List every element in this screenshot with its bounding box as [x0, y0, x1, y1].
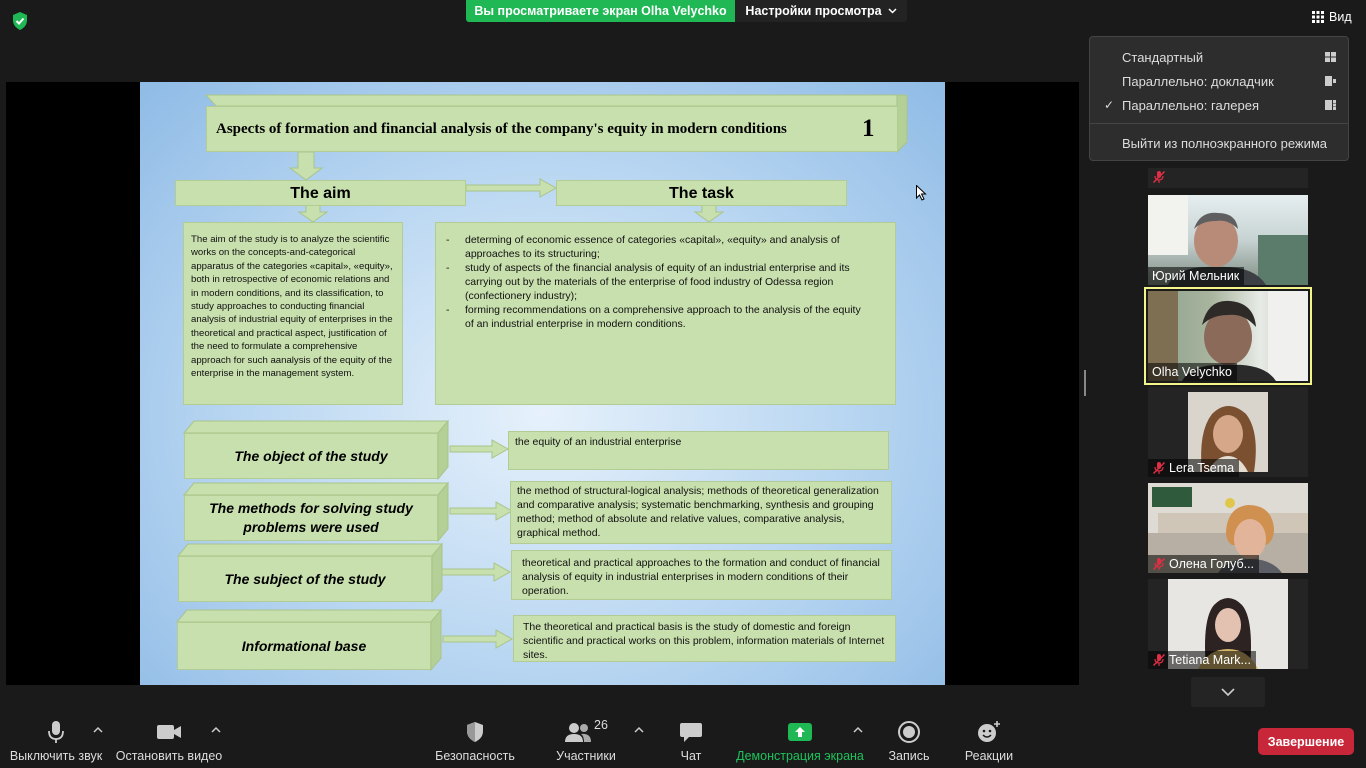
screen-share-banner — [466, 0, 735, 22]
task-item: - forming recommendations on a comprehensive approach to the analysis of the equity of an industrial enterprise in modern conditions. — [446, 303, 871, 331]
view-settings-button[interactable] — [735, 0, 907, 22]
meeting-toolbar — [0, 712, 1366, 768]
informational-base-text: The theoretical and practical basis is the study of domestic and foreign scientific and practical works on this problem, information materials of Internet sites. — [513, 615, 896, 662]
slide-title-box — [206, 106, 898, 152]
exit-fullscreen-label: Выйти из полноэкранного режима — [1122, 135, 1328, 151]
tasks-box — [435, 222, 896, 405]
slide-number: 1 — [862, 115, 875, 142]
chat-button[interactable] — [672, 712, 710, 768]
aim-text-box — [183, 222, 403, 405]
view-menu-item-label: Параллельно: докладчик — [1122, 73, 1274, 89]
participant-name-tag — [1148, 459, 1239, 477]
object-text: the equity of an industrial enterprise — [508, 431, 889, 470]
participant-tile-active[interactable] — [1148, 291, 1308, 381]
view-menu-item-side-speaker[interactable] — [1090, 69, 1348, 93]
scroll-down-button[interactable] — [1191, 677, 1265, 707]
methods-label: The methods for solving study problems were used — [184, 495, 438, 541]
participant-tile[interactable] — [1148, 483, 1308, 573]
view-button[interactable] — [1312, 10, 1352, 24]
participant-name-tag — [1148, 651, 1256, 669]
view-menu — [1089, 36, 1349, 161]
view-menu-item-side-gallery[interactable] — [1090, 93, 1348, 117]
muted-mic-icon — [1152, 653, 1166, 667]
view-settings-label: Настройки просмотра — [745, 4, 882, 18]
smiley-icon — [976, 720, 1002, 744]
participants-icon — [564, 720, 592, 744]
participants-button[interactable] — [556, 712, 616, 768]
object-label: The object of the study — [184, 433, 438, 479]
participant-name-tag — [1148, 555, 1259, 573]
share-screen-label: Демонстрация экрана — [736, 749, 864, 763]
chat-bubble-icon — [679, 720, 703, 744]
view-menu-item-label: Стандартный — [1122, 49, 1204, 65]
participant-name: Tetiana Mark... — [1169, 653, 1251, 667]
exit-fullscreen-item[interactable] — [1090, 131, 1348, 155]
check-mark-icon: ✓ — [1104, 98, 1115, 112]
reactions-label: Реакции — [964, 749, 1014, 763]
audio-options-caret-icon[interactable] — [93, 726, 103, 734]
subject-label: The subject of the study — [178, 556, 432, 602]
tasks-list — [446, 233, 871, 331]
muted-mic-icon — [1152, 170, 1166, 184]
participants-icon-wrap — [564, 720, 608, 744]
end-meeting-button[interactable] — [1258, 728, 1354, 755]
task-item: - determing of economic essence of categories «capital», «equity» and analysis of approaches to its structuring; — [446, 233, 871, 261]
side-speaker-icon — [1325, 76, 1336, 86]
panel-resize-handle[interactable] — [1084, 370, 1086, 396]
share-screen-icon — [787, 720, 813, 744]
mute-label: Выключить звук — [9, 749, 103, 763]
record-button[interactable] — [886, 712, 932, 768]
view-menu-item-label: Параллельно: галерея — [1122, 97, 1259, 113]
grid-layout-icon — [1325, 52, 1336, 62]
video-camera-icon — [156, 720, 182, 744]
presentation-slide — [140, 82, 945, 685]
share-screen-button[interactable] — [738, 712, 862, 768]
participant-name: Олена Голуб... — [1169, 557, 1255, 571]
participant-tile[interactable] — [1148, 387, 1308, 477]
video-options-caret-icon[interactable] — [211, 726, 221, 734]
stop-video-label: Остановить видео — [115, 749, 223, 763]
security-label: Безопасность — [435, 749, 515, 763]
participants-options-caret-icon[interactable] — [634, 726, 644, 734]
participant-name-tag — [1148, 267, 1244, 285]
chevron-down-icon — [888, 8, 897, 14]
task-header: The task — [556, 180, 847, 206]
informational-base-label: Informational base — [177, 622, 431, 670]
screen-share-banner-text: Вы просматриваете экран Olha Velychko — [474, 4, 727, 18]
view-menu-item-standard[interactable] — [1090, 45, 1348, 69]
mouse-cursor-icon — [916, 185, 927, 201]
security-button[interactable] — [437, 712, 513, 768]
participant-name: Юрий Мельник — [1152, 269, 1240, 283]
subject-text: theoretical and practical approaches to the formation and conduct of financial analysis of equity in industrial enterprises in modern conditions of their operation. — [511, 550, 892, 600]
encryption-shield-icon[interactable] — [10, 11, 30, 31]
end-meeting-label: Завершение — [1267, 734, 1345, 749]
participants-label: Участники — [556, 749, 616, 763]
chevron-down-icon — [1221, 688, 1235, 696]
mute-button[interactable] — [10, 712, 102, 768]
grid-icon — [1312, 11, 1324, 23]
participant-name: Olha Velychko — [1152, 365, 1232, 379]
methods-text: the method of structural-logical analysis; methods of theoretical generalization and comparative analysis; systematic benchmarking, synthesis and grouping method; method of absolute and relative values, comparative analysis, graphical method. — [510, 481, 892, 544]
record-label: Запись — [888, 749, 930, 763]
participant-tile[interactable] — [1148, 579, 1308, 669]
reactions-button[interactable] — [964, 712, 1014, 768]
aim-header: The aim — [175, 180, 466, 206]
aim-text: The aim of the study is to analyze the scientific works on the concepts-and-categorical apparatus of the categories «capital», «equity», both in retrospective of economic relations and in modern conditions, and its classification, to study approaches to conducting financial analysis of industrial equity of enterprises in the theoretical and practical aspect, justification of the need to formulate a comprehensive approach for such aanalysis of the equity of the enterprise in the management system. — [191, 234, 393, 380]
participant-name-tag — [1148, 363, 1237, 381]
task-item: - study of aspects of the financial analysis of equity of an industrial enterprise and its carrying out by the materials of the enterprise of food industry of Odessa region (confectionery industry); — [446, 261, 871, 303]
shield-icon — [465, 720, 485, 744]
slide-title: Aspects of formation and financial analysis of the company's equity in modern conditions — [216, 120, 787, 137]
record-icon — [897, 720, 921, 744]
muted-mic-icon — [1152, 557, 1166, 571]
stop-video-button[interactable] — [115, 712, 223, 768]
participant-tile[interactable] — [1148, 195, 1308, 285]
share-options-caret-icon[interactable] — [853, 726, 863, 734]
menu-divider — [1090, 123, 1348, 124]
side-gallery-icon — [1325, 100, 1336, 110]
muted-mic-icon-wrap — [1152, 168, 1166, 186]
chat-label: Чат — [680, 749, 702, 763]
muted-mic-icon — [1152, 461, 1166, 475]
participant-tile-partial[interactable] — [1148, 168, 1308, 188]
microphone-icon — [46, 720, 66, 744]
view-button-label: Вид — [1329, 10, 1352, 24]
participant-name: Lera Tsema — [1169, 461, 1235, 475]
participants-count: 26 — [594, 718, 608, 732]
